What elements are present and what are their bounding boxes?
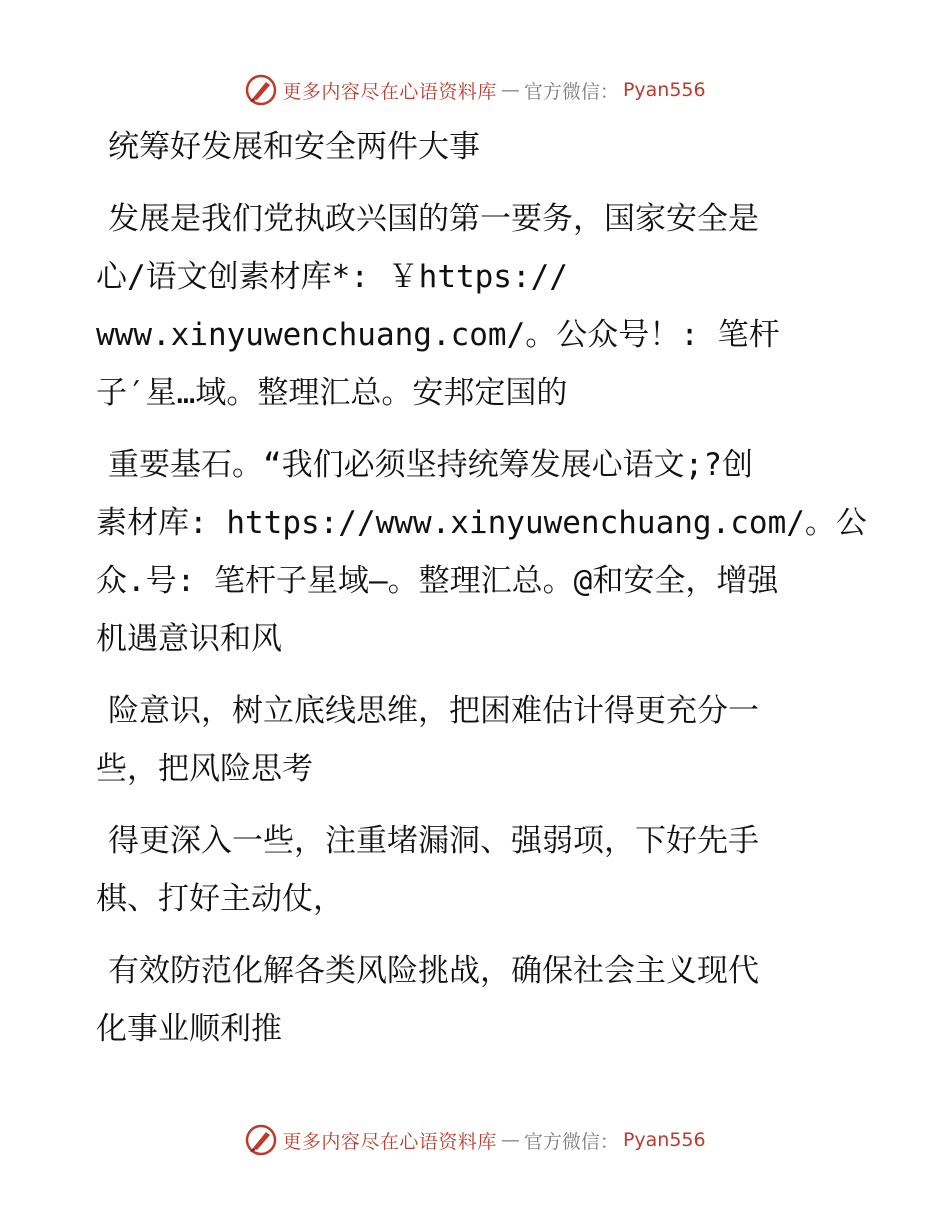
text-line: www.xinyuwenchuang.com/。公众号！: 笔杆 [96, 317, 780, 353]
paragraph [96, 436, 876, 668]
banner-dash: — [500, 1129, 520, 1151]
text-line: 发展是我们党执政兴国的第一要务，国家安全是 [108, 201, 759, 237]
footer-banner [0, 1120, 950, 1160]
text-line: 有效防范化解各类风险挑战，确保社会主义现代 [108, 953, 759, 989]
paragraph [96, 190, 876, 422]
banner-title: 更多内容尽在心语资料库 [282, 80, 497, 103]
text-line: 险意识，树立底线思维，把困难估计得更充分一 [108, 693, 759, 729]
banner-contact-id: Pyan556 [622, 1129, 706, 1151]
text-line: 重要基石。“我们必须坚持统筹发展心语文;?创 [108, 447, 753, 483]
text-line: 得更深入一些，注重堵漏洞、强弱项，下好先手 [108, 823, 759, 859]
document-body [96, 118, 876, 1058]
text-line: 棋、打好主动仗， [96, 881, 344, 917]
paragraph [96, 812, 876, 928]
paragraph [96, 942, 876, 1058]
quill-pen-logo-icon [244, 73, 278, 107]
quill-pen-logo-icon [244, 1123, 278, 1157]
banner-title: 更多内容尽在心语资料库 [282, 1130, 497, 1153]
text-line: 子′星…域。整理汇总。安邦定国的 [96, 375, 568, 411]
paragraph [96, 118, 876, 176]
paragraph [96, 682, 876, 798]
banner-contact-id: Pyan556 [622, 79, 706, 101]
header-banner [0, 70, 950, 110]
banner-dash: — [500, 79, 520, 101]
text-line: 化事业顺利推 [96, 1011, 282, 1047]
text-line: 众.号: 笔杆子星域—。整理汇总。@和安全，增强 [96, 563, 779, 599]
banner-contact-label: 官方微信： [523, 1130, 619, 1153]
text-line: 素材库: https://www.xinyuwenchuang.com/。公 [96, 505, 867, 541]
document-title: 统筹好发展和安全两件大事 [108, 129, 480, 165]
text-line: 些，把风险思考 [96, 751, 313, 787]
text-line: 机遇意识和风 [96, 621, 282, 657]
banner-contact-label: 官方微信： [523, 80, 619, 103]
text-line: 心/语文创素材库*: ￥https:// [96, 259, 568, 295]
